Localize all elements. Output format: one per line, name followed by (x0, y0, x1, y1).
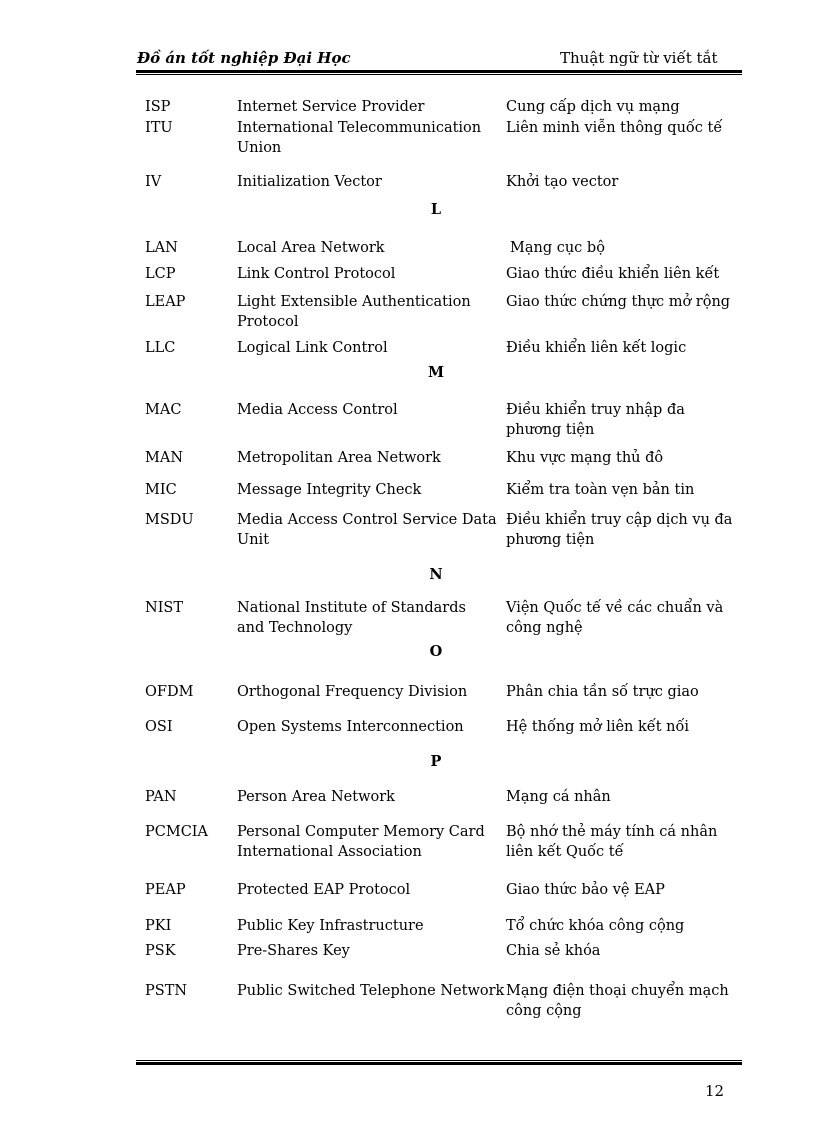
section-letter-m: M (427, 364, 445, 381)
header-title: Đồ án tốt nghiệp Đại Học (137, 49, 351, 67)
section-letter-p: P (430, 753, 442, 770)
header-section: Thuật ngữ từ viết tắt (560, 49, 718, 67)
page-number: 12 (705, 1082, 725, 1100)
section-letter-o: O (429, 643, 443, 660)
footer-rule (136, 1060, 742, 1065)
section-letter-n: N (429, 566, 443, 583)
header-rule (136, 70, 742, 75)
section-letter-l: L (430, 201, 442, 218)
